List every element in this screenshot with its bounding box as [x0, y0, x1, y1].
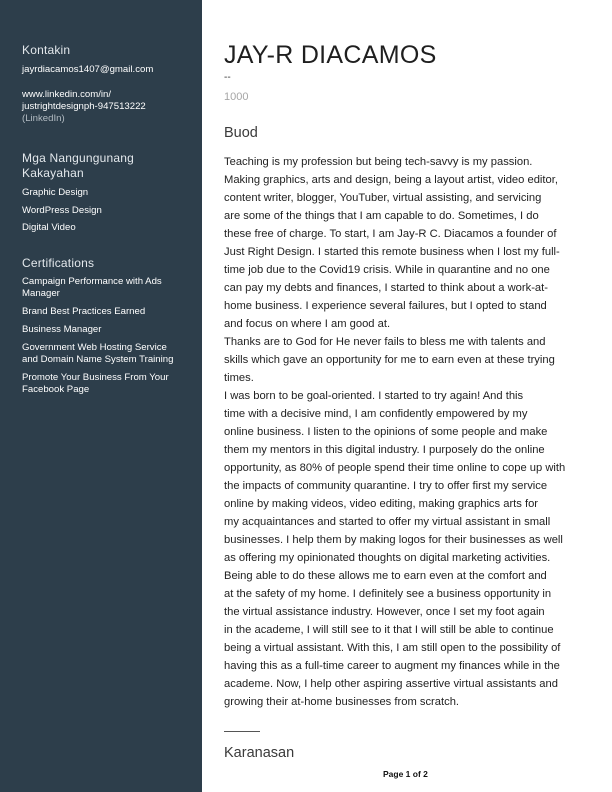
skills-heading: [22, 151, 134, 181]
linkedin-label: (LinkedIn): [22, 113, 65, 124]
title-dash: --: [224, 72, 231, 83]
certification-line: Government Web Hosting Service: [22, 342, 167, 353]
page-footer: Page 1 of 2: [383, 769, 428, 779]
certification-line: Promote Your Business From Your: [22, 372, 169, 383]
summary-line: in the academe, I will still see to it that I will still be able to continue: [224, 624, 554, 636]
summary-line: the virtual assistance industry. However, once I set my foot again: [224, 606, 545, 618]
certification-line: Business Manager: [22, 324, 102, 335]
skill-item: Digital Video: [22, 222, 76, 233]
certification-line: Facebook Page: [22, 384, 90, 395]
summary-line: I was born to be goal-oriented. I started to try again! And this: [224, 390, 524, 402]
summary-line: as offering my opinionated thoughts on digital marketing activities.: [224, 552, 551, 564]
summary-line: academe. Now, I help other aspiring assertive virtual assistants and: [224, 678, 558, 690]
certification-line: and Domain Name System Training: [22, 354, 174, 365]
certification-item: [22, 306, 194, 318]
candidate-name: JAY-R DIACAMOS: [224, 41, 437, 69]
certifications-heading: Certifications: [22, 256, 95, 270]
summary-line: being a virtual assistant. With this, I am still open to the possibility of: [224, 642, 561, 654]
summary-line: having this as a full-time career to augment my finances while in the: [224, 660, 560, 672]
linkedin-link[interactable]: [22, 89, 194, 125]
summary-line: the impacts of community quarantine. I try to offer first my service: [224, 480, 548, 492]
summary-line: opportunity, as 80% of people spend their time online to cope up with: [224, 462, 566, 474]
certification-line: Manager: [22, 288, 60, 299]
summary-line: at the safety of my home. I definitely see a business opportunity in: [224, 588, 552, 600]
certification-item: [22, 276, 194, 300]
experience-heading: Karanasan: [224, 745, 295, 761]
summary-line: online business. I listen to the opinions of some people and make: [224, 426, 548, 438]
summary-line: these free of charge. To start, I am Jay-R C. Diacamos a founder of: [224, 228, 557, 240]
summary-line: time with a decisive mind, I am confidently empowered by my: [224, 408, 528, 420]
summary-line: content writer, blogger, YouTuber, virtual assisting, and servicing: [224, 192, 542, 204]
certification-item: [22, 342, 194, 366]
summary-line: home business. I experience several failures, but I opted to stand: [224, 300, 547, 312]
summary-line: them my mentors in this digital industry. I purposely do the online: [224, 444, 545, 456]
sidebar: [0, 0, 202, 792]
summary-text: [224, 153, 596, 711]
certification-item: [22, 324, 194, 336]
summary-line: Being able to do these allows me to earn even at the comfort and: [224, 570, 547, 582]
summary-line: skills which gave an opportunity for me to earn even at these trying: [224, 354, 555, 366]
summary-line: times.: [224, 372, 254, 384]
summary-line: my acquaintances and started to offer my virtual assistant in small: [224, 516, 551, 528]
contact-heading: Kontakin: [22, 43, 71, 57]
summary-line: Thanks are to God for He never fails to bless me with talents and: [224, 336, 546, 348]
location-number: 1000: [224, 91, 249, 103]
summary-line: growing their at-home businesses from scratch.: [224, 696, 460, 708]
summary-heading: Buod: [224, 125, 258, 141]
certification-line: Brand Best Practices Earned: [22, 306, 146, 317]
certification-item: [22, 372, 194, 396]
summary-line: are some of the things that I am capable to do. Sometimes, I do: [224, 210, 539, 222]
skills-heading-line-2: Kakayahan: [22, 166, 84, 180]
linkedin-url-line-1: www.linkedin.com/in/: [22, 89, 112, 100]
summary-line: and focus on where I am good at.: [224, 318, 391, 330]
summary-line: can pay my debts and finances, I started to think about a work-at-: [224, 282, 548, 294]
skill-item: Graphic Design: [22, 187, 89, 198]
summary-line: businesses. I help them by making logos for their businesses as well: [224, 534, 563, 546]
summary-line: time job due to the Covid19 crisis. While in quarantine and no one: [224, 264, 550, 276]
section-divider: [224, 731, 260, 732]
summary-line: Just Right Design. I started this remote business when I lost my full-: [224, 246, 560, 258]
linkedin-url-line-2: justrightdesignph-947513222: [22, 101, 146, 112]
summary-line: online by making videos, video editing, making graphics arts for: [224, 498, 539, 510]
summary-line: Making graphics, arts and design, being a layout artist, video editor,: [224, 174, 558, 186]
summary-line: Teaching is my profession but being tech-savvy is my passion.: [224, 156, 533, 168]
skills-heading-line-1: Mga Nangungunang: [22, 151, 134, 165]
certification-line: Campaign Performance with Ads: [22, 276, 162, 287]
contact-email[interactable]: jayrdiacamos1407@gmail.com: [22, 64, 154, 75]
skill-item: WordPress Design: [22, 205, 102, 216]
